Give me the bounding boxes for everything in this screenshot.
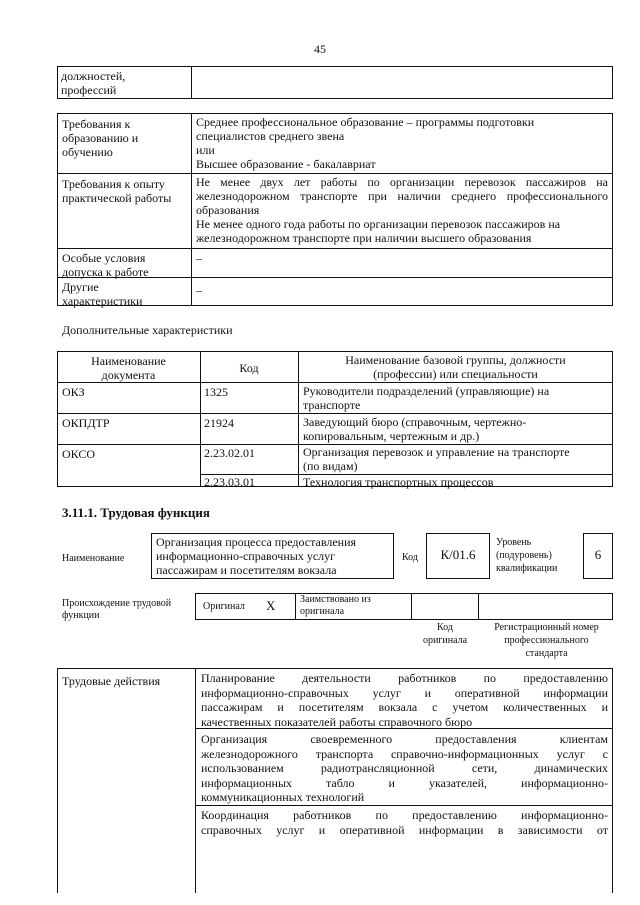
function-level-value: 6 — [594, 547, 602, 562]
additional-title: Дополнительные характеристики — [62, 323, 233, 337]
labor-action-item: Организация своевременного предоставления клиентам железнодорожного транспорта справочно-информационных услуг с использованием радиотрансляционной сети, динамических информационных табло и указателей, информационно- коммуникационных технологий — [201, 732, 608, 804]
function-name-label: Наименование — [62, 553, 125, 564]
borrowed-label: Заимствовано из оригинала — [300, 594, 371, 617]
req-experience-value: Не менее двух лет работы по организации перевозок пассажиров на железнодорожном транспорте при наличии среднего профессионального образования Не менее одного года работы по организации перевозок пассажиров на железнодорожном транспорте при наличии высшего образования — [196, 175, 608, 245]
req-other-label: Другие характеристики — [62, 280, 143, 308]
reg-number-caption: Регистрационный номер профессионального стандарта — [494, 622, 599, 659]
page-number: 45 — [314, 42, 326, 56]
labor-action-item: Координация работников по предоставлению информационно- справочных услуг и оперативной информации в зависимости от — [201, 808, 608, 837]
labor-action-item: Планирование деятельности работников по предоставлению информационно-справочных услуг и оперативной информации пассажирам и посетителям вокзала с учетом количественных и качественных показателей работы справочного бюро — [201, 671, 608, 729]
original-mark: Х — [266, 598, 276, 613]
origin-label: Происхождение трудовой функции — [62, 598, 172, 621]
table-row-doc: ОКСО — [62, 447, 96, 461]
original-label: Оригинал — [203, 601, 245, 612]
table-row-name: Руководители подразделений (управляющие) на транспорте — [303, 384, 550, 412]
function-heading: 3.11.1. Трудовая функция — [62, 505, 210, 520]
additional-header-name: Наименование базовой группы, должности (профессии) или специальности — [345, 353, 566, 381]
req-experience-label: Требования к опыту практической работы — [62, 177, 172, 205]
function-level-label: Уровень (подуровень) квалификации — [496, 537, 558, 574]
table-row-code: 2.23.03.01 — [204, 475, 255, 489]
additional-header-code: Код — [239, 361, 259, 375]
table-row-name: Заведующий бюро (справочным, чертежно- копировальным, чертежным и др.) — [303, 415, 527, 443]
table-row-code: 1325 — [204, 385, 228, 399]
orig-code-caption: Код оригинала — [422, 622, 468, 646]
additional-header-doc: Наименование документа — [91, 354, 166, 382]
req-education-label: Требования к образованию и обучению — [62, 117, 139, 159]
labor-actions-label: Трудовые действия — [62, 674, 161, 688]
function-code-value: К/01.6 — [440, 547, 476, 562]
table-row-doc: ОКЗ — [62, 385, 85, 399]
req-education-value: Среднее профессиональное образование – программы подготовки специалистов среднего звена или Высшее образование - бакалавриат — [196, 115, 535, 171]
function-code-label: Код — [402, 552, 418, 563]
table-row-doc: ОКПДТР — [62, 416, 110, 430]
table-row-name: Организация перевозок и управление на транспорте (по видам) — [303, 445, 570, 473]
table-row-code: 2.23.02.01 — [204, 446, 255, 460]
req-special-label: Особые условия допуска к работе — [62, 251, 149, 279]
table-row-name: Технология транспортных процессов — [303, 475, 494, 489]
req-other-value: – — [196, 283, 202, 297]
top-table-label: должностей, профессий — [61, 69, 126, 97]
function-name-value: Организация процесса предоставления информационно-справочных услуг пассажирам и посетителям вокзала — [156, 535, 357, 577]
table-row-code: 21924 — [204, 416, 234, 430]
req-special-value: – — [196, 251, 202, 265]
